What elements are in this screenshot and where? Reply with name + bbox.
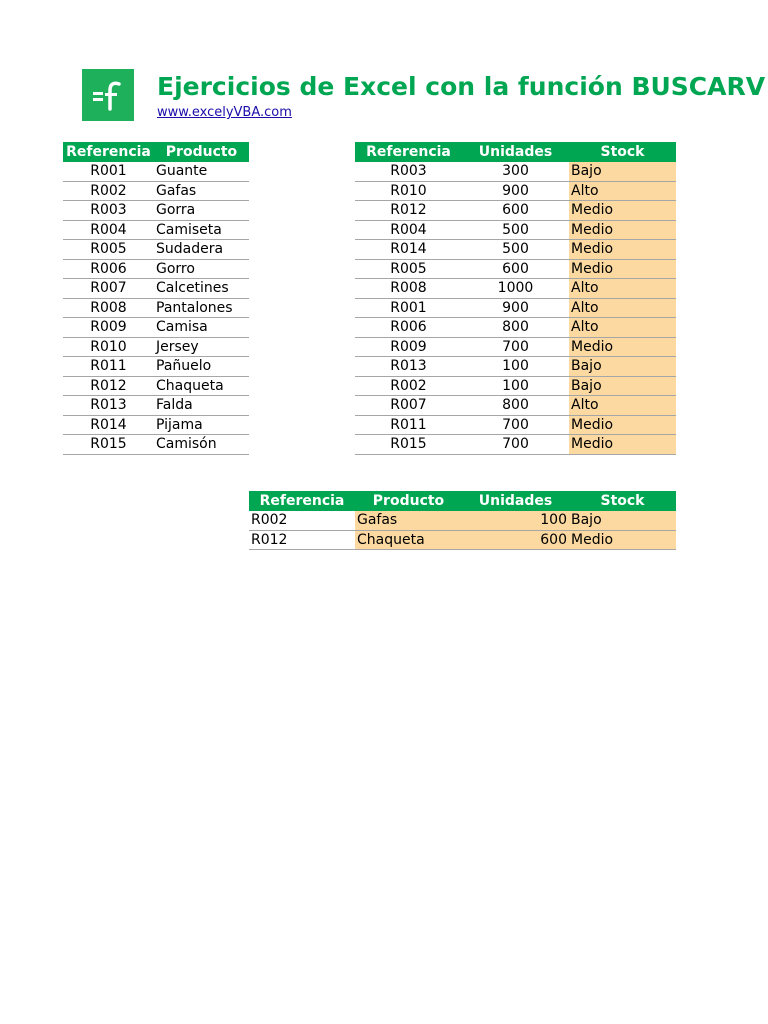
units-cell[interactable]: 100 [462,511,569,530]
table-row [355,435,676,455]
reference-cell[interactable]: R007 [355,396,462,416]
table-row [355,318,676,338]
reference-cell[interactable]: R003 [355,162,462,181]
reference-cell[interactable]: R002 [63,181,154,201]
table-row [63,220,249,240]
column-header: Stock [569,491,676,511]
product-cell[interactable]: Pijama [154,415,249,435]
reference-cell[interactable]: R001 [355,298,462,318]
units-cell[interactable]: 100 [462,376,569,396]
units-cell[interactable]: 600 [462,201,569,221]
stock-cell[interactable]: Bajo [569,376,676,396]
reference-cell[interactable]: R004 [63,220,154,240]
reference-cell[interactable]: R011 [63,357,154,377]
column-header: Referencia [355,142,462,162]
table-row [63,279,249,299]
table-row [63,396,249,416]
table-row [63,181,249,201]
product-cell[interactable]: Pañuelo [154,357,249,377]
column-header: Producto [154,142,249,162]
units-cell[interactable]: 300 [462,162,569,181]
reference-cell[interactable]: R005 [355,259,462,279]
reference-cell[interactable]: R007 [63,279,154,299]
reference-cell[interactable]: R012 [63,376,154,396]
page-title: Ejercicios de Excel con la función BUSCARV [157,72,766,101]
product-cell[interactable]: Calcetines [154,279,249,299]
product-cell[interactable]: Pantalones [154,298,249,318]
reference-cell[interactable]: R002 [355,376,462,396]
table-row [355,298,676,318]
table-row [355,201,676,221]
units-cell[interactable]: 500 [462,240,569,260]
units-cell[interactable]: 500 [462,220,569,240]
table-row [63,259,249,279]
table-row [355,240,676,260]
table-row [355,162,676,181]
column-header: Unidades [462,491,569,511]
table-row [355,220,676,240]
stock-cell[interactable]: Bajo [569,162,676,181]
stock-cell[interactable]: Alto [569,181,676,201]
reference-cell[interactable]: R015 [63,435,154,455]
reference-cell[interactable]: R008 [355,279,462,299]
stock-cell[interactable]: Alto [569,396,676,416]
product-cell[interactable]: Gorra [154,201,249,221]
units-cell[interactable]: 800 [462,318,569,338]
site-link[interactable]: www.excelyVBA.com [157,105,292,120]
product-cell[interactable]: Sudadera [154,240,249,260]
lookup-table [249,491,676,550]
product-cell[interactable]: Jersey [154,337,249,357]
reference-cell[interactable]: R004 [355,220,462,240]
table-row [355,259,676,279]
product-cell[interactable]: Chaqueta [355,530,462,550]
reference-cell[interactable]: R005 [63,240,154,260]
column-header: Unidades [462,142,569,162]
product-cell[interactable]: Falda [154,396,249,416]
table-row [63,318,249,338]
reference-cell[interactable]: R002 [249,511,355,530]
table-row [355,357,676,377]
stock-cell[interactable]: Medio [569,435,676,455]
reference-cell[interactable]: R014 [63,415,154,435]
reference-cell[interactable]: R014 [355,240,462,260]
stock-cell[interactable]: Alto [569,279,676,299]
table-row [63,298,249,318]
table-row [355,396,676,416]
product-cell[interactable]: Gafas [154,181,249,201]
table-row [355,376,676,396]
table-row [63,357,249,377]
stock-header-row [355,142,676,162]
reference-cell[interactable]: R006 [63,259,154,279]
table-row [63,435,249,455]
column-header: Stock [569,142,676,162]
units-cell[interactable]: 900 [462,298,569,318]
units-cell[interactable]: 700 [462,337,569,357]
units-cell[interactable]: 900 [462,181,569,201]
reference-cell[interactable]: R009 [63,318,154,338]
reference-cell[interactable]: R012 [355,201,462,221]
products-header-row [63,142,249,162]
reference-cell[interactable]: R008 [63,298,154,318]
table-row [63,162,249,181]
reference-cell[interactable]: R012 [249,530,355,550]
table-row [63,415,249,435]
reference-cell[interactable]: R015 [355,435,462,455]
product-cell[interactable]: Chaqueta [154,376,249,396]
stock-cell[interactable]: Medio [569,201,676,221]
stock-cell[interactable]: Bajo [569,511,676,530]
table-row [355,181,676,201]
lookup-header-row [249,491,676,511]
reference-cell[interactable]: R003 [63,201,154,221]
table-row [355,337,676,357]
table-row [355,279,676,299]
product-cell[interactable]: Guante [154,162,249,181]
table-row [249,530,676,550]
units-cell[interactable]: 1000 [462,279,569,299]
units-cell[interactable]: 800 [462,396,569,416]
stock-cell[interactable]: Alto [569,318,676,338]
column-header: Referencia [249,491,355,511]
reference-cell[interactable]: R010 [63,337,154,357]
stock-table [355,142,676,455]
units-cell[interactable]: 700 [462,415,569,435]
stock-cell[interactable]: Alto [569,298,676,318]
reference-cell[interactable]: R013 [63,396,154,416]
stock-cell[interactable]: Medio [569,240,676,260]
stock-cell[interactable]: Medio [569,337,676,357]
reference-cell[interactable]: R010 [355,181,462,201]
table-row [63,376,249,396]
products-table [63,142,249,455]
reference-cell[interactable]: R006 [355,318,462,338]
stock-cell[interactable]: Medio [569,220,676,240]
product-cell[interactable]: Camiseta [154,220,249,240]
column-header: Referencia [63,142,154,162]
table-row [355,415,676,435]
table-row [249,511,676,530]
units-cell[interactable]: 600 [462,530,569,550]
stock-cell[interactable]: Medio [569,530,676,550]
column-header: Producto [355,491,462,511]
stock-cell[interactable]: Bajo [569,357,676,377]
units-cell[interactable]: 600 [462,259,569,279]
table-row [63,337,249,357]
product-cell[interactable]: Camisa [154,318,249,338]
reference-cell[interactable]: R001 [63,162,154,181]
stock-cell[interactable]: Medio [569,415,676,435]
product-cell[interactable]: Gorro [154,259,249,279]
stock-cell[interactable]: Medio [569,259,676,279]
table-row [63,201,249,221]
excelyvba-logo [82,69,134,121]
formula-f-icon [88,75,128,115]
reference-cell[interactable]: R013 [355,357,462,377]
units-cell[interactable]: 700 [462,435,569,455]
units-cell[interactable]: 100 [462,357,569,377]
product-cell[interactable]: Gafas [355,511,462,530]
table-row [63,240,249,260]
reference-cell[interactable]: R009 [355,337,462,357]
product-cell[interactable]: Camisón [154,435,249,455]
reference-cell[interactable]: R011 [355,415,462,435]
